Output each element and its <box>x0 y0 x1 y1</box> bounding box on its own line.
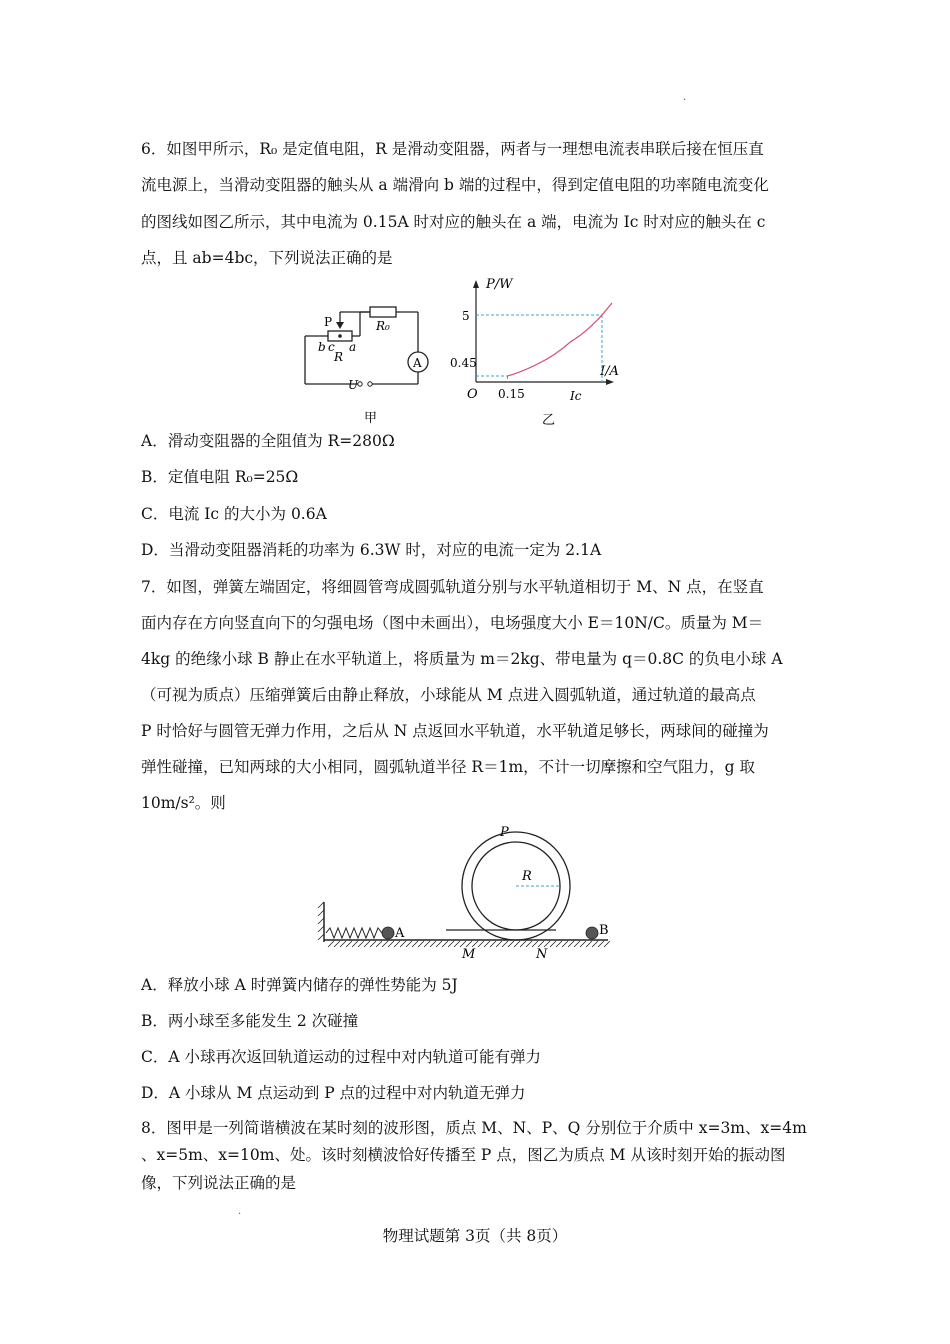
q6-line-2: 流电源上，当滑动变阻器的触头从 a 端滑向 b 端的过程中，得到定值电阻的功率随电流变化 <box>141 176 769 194</box>
ground-hatch-mark <box>496 941 502 947</box>
radius-label: R <box>522 869 532 884</box>
q6-option-b[interactable]: B．定值电阻 R₀=25Ω <box>141 468 299 486</box>
ground-hatch-mark <box>334 941 340 947</box>
point-c-label: c <box>328 340 335 354</box>
r0-label: R₀ <box>376 319 390 333</box>
q6-option-d[interactable]: D．当滑动变阻器消耗的功率为 6.3W 时，对应的电流一定为 2.1A <box>141 541 602 559</box>
q7-line-3: 4kg 的绝缘小球 B 静止在水平轨道上，将质量为 m＝2kg、带电量为 q＝0.8C 的负电小球 A <box>141 650 783 668</box>
ground-hatch-mark <box>370 941 376 947</box>
ball-a <box>382 927 394 939</box>
ground-hatch-mark <box>604 941 610 947</box>
header-mark: . <box>683 92 687 103</box>
ground-hatch-mark <box>580 941 586 947</box>
ground-hatch-mark <box>382 941 388 947</box>
graph-xlabel: I/A <box>600 364 619 379</box>
ground-hatch-mark <box>436 941 442 947</box>
q7-option-b[interactable]: B．两小球至多能发生 2 次碰撞 <box>141 1012 359 1030</box>
y-tick-5: 5 <box>462 309 470 323</box>
q6-line-1: 6．如图甲所示，R₀ 是定值电阻，R 是滑动变阻器，两者与一理想电流表串联后接在恒压直 <box>141 140 764 158</box>
q6-line-3: 的图线如图乙所示，其中电流为 0.15A 时对应的触头在 a 端，电流为 Ic 时对应的触头在 c <box>141 213 766 231</box>
q8-line-3: 像，下列说法正确的是 <box>141 1174 297 1192</box>
ground-hatch-mark <box>442 941 448 947</box>
ground-hatch-mark <box>520 941 526 947</box>
q7-line-1: 7．如图，弹簧左端固定，将细圆管弯成圆弧轨道分别与水平轨道相切于 M、N 点，在竖直 <box>141 578 764 596</box>
ground-hatch-mark <box>454 941 460 947</box>
ground-hatch-mark <box>412 941 418 947</box>
ground-hatch-mark <box>406 941 412 947</box>
ground-hatch-mark <box>424 941 430 947</box>
ground-hatch-mark <box>364 941 370 947</box>
ground-hatch-mark <box>568 941 574 947</box>
q8-line-2: 、x=5m、x=10m、处。该时刻横波恰好传播至 P 点，图乙为质点 M 从该时刻开始的振动图 <box>141 1146 786 1164</box>
ground-hatch-mark <box>448 941 454 947</box>
ground-hatch-mark <box>508 941 514 947</box>
end-b-label: b <box>318 340 326 354</box>
r0-resistor <box>370 307 396 317</box>
q6-line-4: 点，且 ab=4bc，下列说法正确的是 <box>141 249 393 267</box>
ground-hatch-mark <box>574 941 580 947</box>
q7-option-a[interactable]: A．释放小球 A 时弹簧内储存的弹性势能为 5J <box>141 976 458 994</box>
ground-hatch-mark <box>514 941 520 947</box>
graph-caption: 乙 <box>542 413 556 428</box>
graph-ylabel: P/W <box>486 277 513 292</box>
q8-line-1: 8．图甲是一列简谐横波在某时刻的波形图，质点 M、N、P、Q 分别位于介质中 x=3m、x=4m <box>141 1119 807 1137</box>
q7-option-c[interactable]: C．A 小球再次返回轨道运动的过程中对内轨道可能有弹力 <box>141 1048 541 1066</box>
ground-hatch-mark <box>592 941 598 947</box>
ground-hatch-mark <box>376 941 382 947</box>
point-n-label: N <box>536 947 548 962</box>
ground-hatch-mark <box>328 941 334 947</box>
ball-b <box>586 927 598 939</box>
ground-hatch-mark <box>490 941 496 947</box>
ground-hatch-mark <box>388 941 394 947</box>
q7-line-6: 弹性碰撞，已知两球的大小相同，圆弧轨道半径 R＝1m，不计一切摩擦和空气阻力，g 取 <box>141 758 756 776</box>
ground-hatch-mark <box>352 941 358 947</box>
ball-b-label: B <box>599 923 609 938</box>
loop-track-figure <box>316 820 616 968</box>
footer-mark: . <box>238 1206 242 1217</box>
page-footer: 物理试题第 3页（共 8页） <box>382 1227 568 1245</box>
ground-hatch-mark <box>586 941 592 947</box>
ground-hatch-mark <box>418 941 424 947</box>
end-a-label: a <box>349 340 357 354</box>
ground-hatch-mark <box>562 941 568 947</box>
slider-p-label: P <box>324 315 333 329</box>
ground-hatch-mark <box>598 941 604 947</box>
ground-hatch-mark <box>502 941 508 947</box>
ball-a-label: A <box>395 926 405 941</box>
point-m-label: M <box>462 947 476 962</box>
ground-hatch-mark <box>550 941 556 947</box>
q6-option-a[interactable]: A．滑动变阻器的全阻值为 R=280Ω <box>141 432 395 450</box>
r-label: R <box>334 350 344 364</box>
ground-hatch-mark <box>394 941 400 947</box>
q7-line-4: （可视为质点）压缩弹簧后由静止释放，小球能从 M 点进入圆弧轨道，通过轨道的最高点 <box>141 686 756 704</box>
x-tick-015: 0.15 <box>498 387 525 401</box>
power-curve <box>508 303 613 376</box>
x-tick-ic: Ic <box>570 389 582 403</box>
q6-option-c[interactable]: C．电流 Ic 的大小为 0.6A <box>141 505 327 523</box>
point-p-label: P <box>500 825 509 840</box>
y-tick-045: 0.45 <box>450 356 477 370</box>
graph-guide-lines <box>476 315 602 382</box>
ground-hatch-mark <box>430 941 436 947</box>
ground-hatch-mark <box>484 941 490 947</box>
q7-option-d[interactable]: D．A 小球从 M 点运动到 P 点的过程中对内轨道无弹力 <box>141 1084 526 1102</box>
spring <box>326 928 384 938</box>
q7-line-5: P 时恰好与圆管无弹力作用，之后从 N 点返回水平轨道，水平轨道足够长，两球间的碰撞为 <box>141 722 769 740</box>
graph-origin: O <box>467 387 478 402</box>
ground-hatch-mark <box>358 941 364 947</box>
voltage-label: U <box>348 378 359 392</box>
q7-line-7: 10m/s²。则 <box>141 794 226 812</box>
power-current-graph <box>450 274 630 430</box>
circuit-caption: 甲 <box>364 411 378 426</box>
ground-hatch-mark <box>400 941 406 947</box>
ground-hatch-mark <box>556 941 562 947</box>
ground-hatch-mark <box>526 941 532 947</box>
q7-line-2: 面内存在方向竖直向下的匀强电场（图中未画出），电场强度大小 E＝10N/C。质量为 M＝ <box>141 614 764 632</box>
ground-hatch-mark <box>340 941 346 947</box>
ammeter-label: A <box>413 356 422 370</box>
ground-hatch-mark <box>478 941 484 947</box>
ground-hatch-mark <box>346 941 352 947</box>
circuit-diagram <box>300 300 440 430</box>
